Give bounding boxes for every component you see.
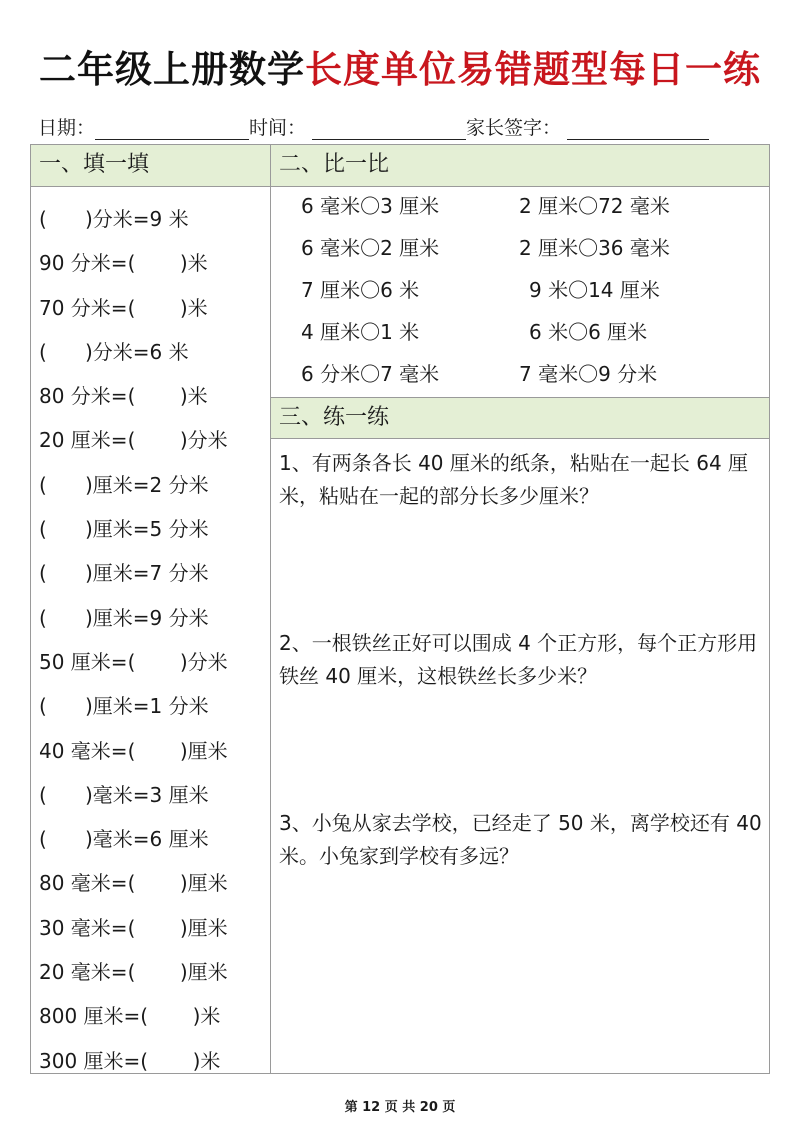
fill-in-item: 80 分米=( )米 xyxy=(39,384,208,409)
fill-in-item: ( )厘米=5 分米 xyxy=(39,517,209,542)
compare-item-left: 6 分米〇7 毫米 xyxy=(301,362,440,386)
date-label: 日期： xyxy=(38,117,96,139)
column-divider xyxy=(270,145,271,1073)
compare-item-left: 4 厘米〇1 米 xyxy=(301,320,420,344)
fill-in-item: 40 毫米=( )厘米 xyxy=(39,738,228,763)
time-blank[interactable] xyxy=(312,117,466,140)
fill-in-list xyxy=(39,197,267,1083)
compare-item-left: 6 毫米〇2 厘米 xyxy=(301,236,440,260)
compare-item-right: 2 厘米〇36 毫米 xyxy=(519,236,670,260)
section2-heading: 二、比一比 xyxy=(271,145,769,187)
problem-1: 1、有两条各长 40 厘米的纸条，粘贴在一起长 64 厘米，粘贴在一起的部分长多少厘米？ xyxy=(279,451,749,508)
fill-in-item: 80 毫米=( )厘米 xyxy=(39,871,228,896)
fill-in-item: ( )毫米=3 厘米 xyxy=(39,782,209,807)
fill-in-item: ( )厘米=1 分米 xyxy=(39,694,209,719)
fill-in-item: ( )分米=6 米 xyxy=(39,339,189,364)
problem-2: 2、一根铁丝正好可以围成 4 个正方形，每个正方形用铁丝 40 厘米，这根铁丝长多少米？ xyxy=(279,631,758,688)
fill-in-item: ( )厘米=2 分米 xyxy=(39,472,209,497)
compare-item-right: 7 毫米〇9 分米 xyxy=(519,362,658,386)
fill-in-item: ( )分米=9 米 xyxy=(39,207,189,231)
compare-item-left: 7 厘米〇6 米 xyxy=(301,278,420,302)
compare-item-left: 6 毫米〇3 厘米 xyxy=(301,194,440,218)
page-title xyxy=(0,42,800,98)
fill-in-item: 800 厘米=( )米 xyxy=(39,1004,221,1029)
section3-heading: 三、练一练 xyxy=(271,397,769,439)
parent-sign-label: 家长签字： xyxy=(466,117,562,139)
fill-in-item: 70 分米=( )米 xyxy=(39,295,208,320)
worksheet-grid xyxy=(30,144,770,1074)
title-grade: 二年级上册数学 xyxy=(39,48,305,91)
parent-sign-blank[interactable] xyxy=(567,117,709,140)
compare-item-right: 6 米〇6 厘米 xyxy=(529,320,648,344)
fill-in-item: 30 毫米=( )厘米 xyxy=(39,915,228,940)
fill-in-item: 20 厘米=( )分米 xyxy=(39,428,228,453)
fill-in-item: ( )厘米=9 分米 xyxy=(39,605,209,630)
header-fields xyxy=(38,112,762,140)
fill-in-item: ( )毫米=6 厘米 xyxy=(39,827,209,852)
fill-in-item: 20 毫米=( )厘米 xyxy=(39,960,228,985)
title-topic: 长度单位易错题型每日一练 xyxy=(305,48,761,91)
fill-in-item: 90 分米=( )米 xyxy=(39,251,208,276)
fill-in-item: ( )厘米=7 分米 xyxy=(39,561,209,586)
date-blank[interactable] xyxy=(95,117,249,140)
page-number: 第 12 页 共 20 页 xyxy=(344,1100,456,1115)
compare-item-right: 9 米〇14 厘米 xyxy=(529,278,660,302)
section1-heading: 一、填一填 xyxy=(31,145,270,187)
time-label: 时间： xyxy=(249,117,307,139)
compare-item-right: 2 厘米〇72 毫米 xyxy=(519,194,670,218)
fill-in-item: 300 厘米=( )米 xyxy=(39,1048,221,1073)
fill-in-item: 50 厘米=( )分米 xyxy=(39,649,228,674)
problem-3: 3、小兔从家去学校，已经走了 50 米，离学校还有 40 米。小兔家到学校有多远？ xyxy=(279,811,762,868)
